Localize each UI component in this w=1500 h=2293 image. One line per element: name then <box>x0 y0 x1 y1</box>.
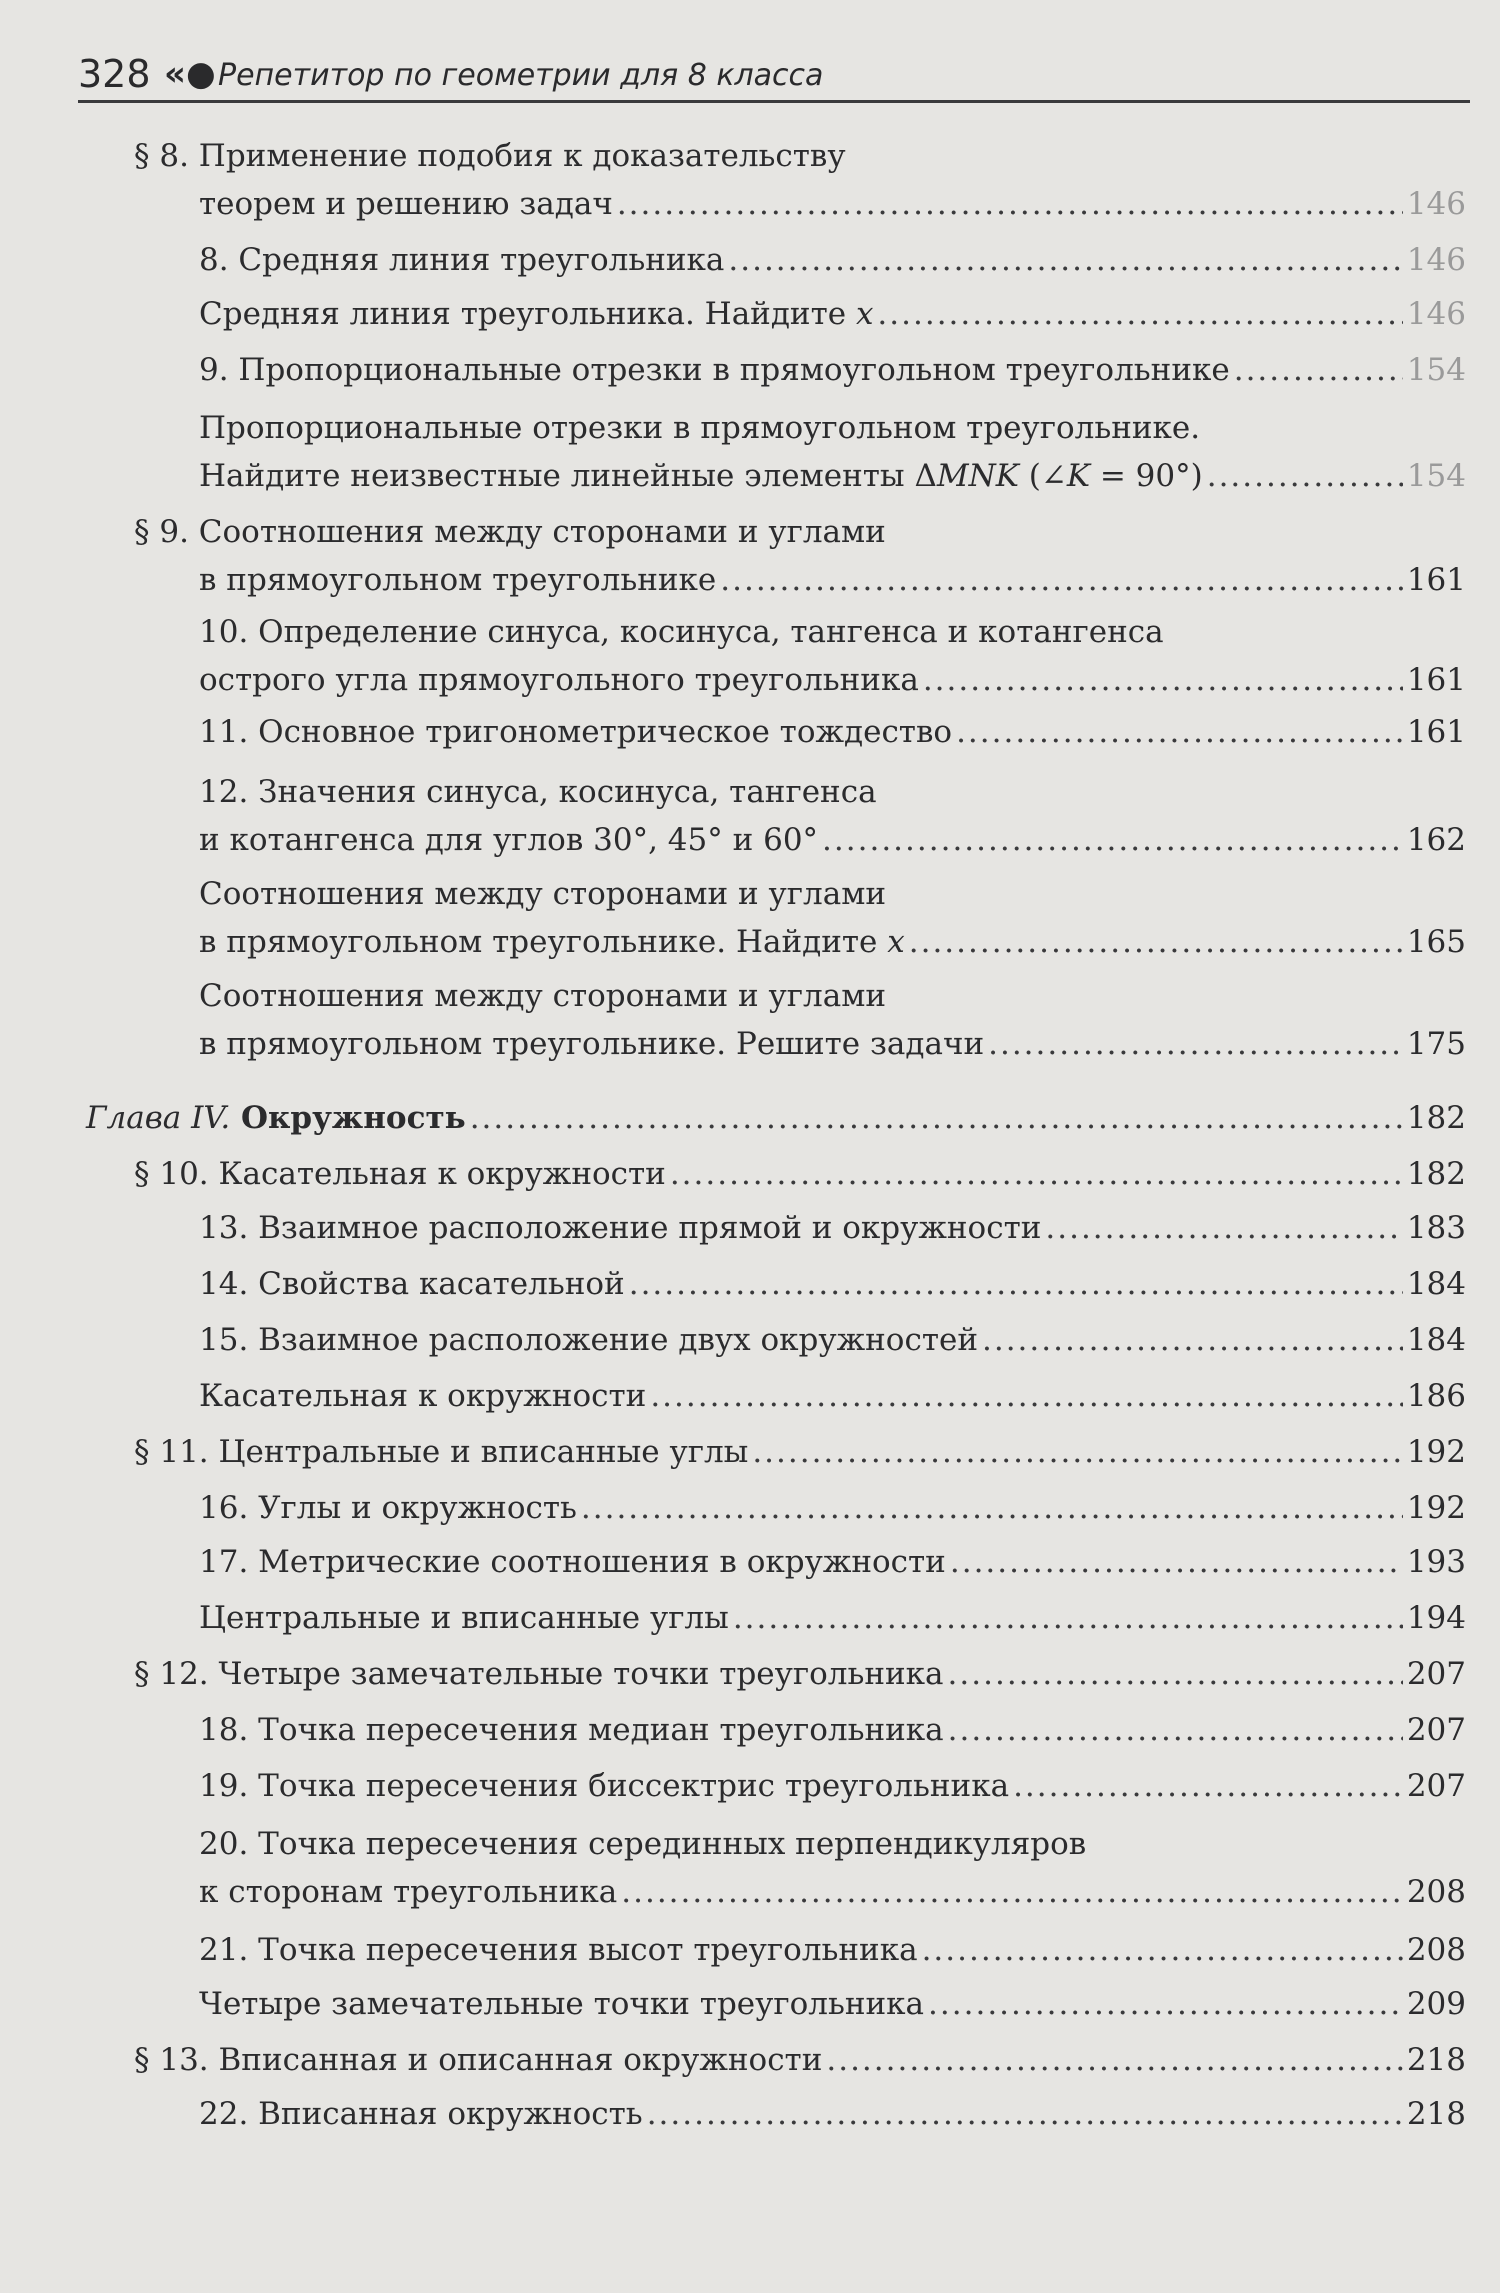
toc-entry-text: Четыре замечательные точки треугольника <box>199 1986 925 2022</box>
leader-dots <box>822 816 1403 864</box>
toc-entry-text: § 8. Применение подобия к доказательству <box>134 138 846 174</box>
leader-dots <box>720 556 1403 604</box>
toc-entry-22 <box>199 2090 1466 2138</box>
toc-page-number: 207 <box>1406 1656 1466 1692</box>
toc-entry-15-tasks <box>199 1372 1466 1420</box>
leader-dots <box>1045 1204 1402 1252</box>
toc-page-number: 175 <box>1406 1026 1466 1062</box>
toc-page-number: 186 <box>1406 1378 1466 1414</box>
leader-dots <box>670 1150 1403 1198</box>
toc-entry-text: 21. Точка пересечения высот треугольника <box>199 1932 918 1968</box>
toc-entry-19 <box>199 1762 1466 1810</box>
toc-entry-10 <box>199 608 1466 704</box>
toc-page-number: 209 <box>1406 1986 1466 2022</box>
leader-dots <box>928 1980 1403 2028</box>
leader-dots <box>621 1868 1403 1916</box>
toc-entry-text: 13. Взаимное расположение прямой и окружности <box>199 1210 1042 1246</box>
toc-entry-section-8 <box>134 132 1466 228</box>
toc-entry-text: 22. Вписанная окружность <box>199 2096 643 2132</box>
toc-entry-18 <box>199 1706 1466 1754</box>
toc-entry-section-12 <box>134 1650 1466 1698</box>
leader-dots <box>733 1594 1403 1642</box>
toc-entry-text: § 13. Вписанная и описанная окружности <box>134 2042 823 2078</box>
running-title: Репетитор по геометрии для 8 класса <box>218 58 824 93</box>
toc-entry-text: 11. Основное тригонометрическое тождество <box>199 714 953 750</box>
toc-entry-text: теорем и решению задач <box>199 186 613 222</box>
toc-entry-text: и котангенса для углов 30°, 45° и 60° <box>199 822 819 858</box>
toc-page-number: 218 <box>1406 2096 1466 2132</box>
toc-page-number: 194 <box>1406 1600 1466 1636</box>
toc-entry-13 <box>199 1204 1466 1252</box>
toc-entry-9 <box>199 346 1466 394</box>
toc-page-number: 154 <box>1406 352 1466 388</box>
toc-entry-text: § 9. Соотношения между сторонами и углами <box>134 514 886 550</box>
toc-entry-text: 16. Углы и окружность <box>199 1490 577 1526</box>
toc-page-number: 182 <box>1406 1100 1466 1136</box>
toc-page-number: 154 <box>1406 458 1466 494</box>
toc-entry-8 <box>199 236 1466 284</box>
toc-page-number: 161 <box>1406 562 1466 598</box>
leader-dots <box>982 1316 1403 1364</box>
toc-page-number: 182 <box>1406 1156 1466 1192</box>
toc-entry-8-tasks <box>199 290 1466 338</box>
toc-entry-text: 15. Взаимное расположение двух окружностей <box>199 1322 978 1358</box>
toc-page-number: 192 <box>1406 1434 1466 1470</box>
toc-entry-text: 17. Метрические соотношения в окружности <box>199 1544 946 1580</box>
toc-page-number: 207 <box>1406 1712 1466 1748</box>
toc-entry-section-11 <box>134 1428 1466 1476</box>
toc-page-number: 183 <box>1406 1210 1466 1246</box>
toc-entry-12 <box>199 768 1466 864</box>
toc-page-number: 146 <box>1406 242 1466 278</box>
leader-dots <box>948 1706 1403 1754</box>
toc-entry-17-tasks <box>199 1594 1466 1642</box>
toc-entry-text: § 12. Четыре замечательные точки треугольника <box>134 1656 944 1692</box>
leader-dots <box>728 236 1402 284</box>
toc-entry-text: § 11. Центральные и вписанные углы <box>134 1434 749 1470</box>
toc-page-number: 218 <box>1406 2042 1466 2078</box>
toc-entry-12-tasks-solve <box>199 972 1466 1068</box>
toc-entry-text: Пропорциональные отрезки в прямоугольном треугольнике. <box>199 410 1201 446</box>
toc-entry-text: § 10. Касательная к окружности <box>134 1156 666 1192</box>
toc-entry-12-tasks-find <box>199 870 1466 966</box>
toc-page-number: 146 <box>1406 296 1466 332</box>
toc-entry-chapter-4 <box>86 1094 1466 1142</box>
toc-entry-text: к сторонам треугольника <box>199 1874 618 1910</box>
toc-entry-text: Центральные и вписанные углы <box>199 1600 729 1636</box>
toc-page-number: 161 <box>1406 714 1466 750</box>
leader-dots <box>1013 1762 1403 1810</box>
leader-dots <box>826 2036 1402 2084</box>
toc-entry-14 <box>199 1260 1466 1308</box>
toc-entry-text: Касательная к окружности <box>199 1378 647 1414</box>
toc-entry-text: 14. Свойства касательной <box>199 1266 625 1302</box>
toc-entry-9-tasks <box>199 404 1466 500</box>
toc-page-number: 184 <box>1406 1322 1466 1358</box>
toc-page-number: 193 <box>1406 1544 1466 1580</box>
leader-dots <box>948 1650 1403 1698</box>
leader-dots <box>877 290 1402 338</box>
toc-entry-section-13 <box>134 2036 1466 2084</box>
leader-dots <box>650 1372 1403 1420</box>
toc-page-number: 208 <box>1406 1874 1466 1910</box>
toc-page-number: 162 <box>1406 822 1466 858</box>
header-ornament: «● <box>164 54 216 94</box>
toc-page-number: 208 <box>1406 1932 1466 1968</box>
toc-entry-text: в прямоугольном треугольнике. Решите задачи <box>199 1026 985 1062</box>
toc-entry-21 <box>199 1926 1466 1974</box>
toc-entry-text: острого угла прямоугольного треугольника <box>199 662 919 698</box>
leader-dots <box>752 1428 1403 1476</box>
toc-entry-15 <box>199 1316 1466 1364</box>
toc-entry-text: Найдите неизвестные линейные элементы ΔMNK (∠K = 90°) <box>199 458 1203 494</box>
leader-dots <box>988 1020 1403 1068</box>
leader-dots <box>470 1094 1403 1142</box>
toc-entry-section-10 <box>134 1150 1466 1198</box>
toc-entry-text: 18. Точка пересечения медиан треугольника <box>199 1712 944 1748</box>
toc-entry-text: в прямоугольном треугольнике <box>199 562 717 598</box>
leader-dots <box>617 180 1403 228</box>
leader-dots <box>956 708 1403 756</box>
toc-entry-text: Соотношения между сторонами и углами <box>199 978 886 1014</box>
toc-entry-21-tasks <box>199 1980 1466 2028</box>
toc-page-number: 192 <box>1406 1490 1466 1526</box>
toc-entry-text: в прямоугольном треугольнике. Найдите x <box>199 924 905 960</box>
leader-dots <box>950 1538 1403 1586</box>
leader-dots <box>1234 346 1403 394</box>
toc-entry-17 <box>199 1538 1466 1586</box>
toc-entry-20 <box>199 1820 1466 1916</box>
toc-entry-text: Средняя линия треугольника. Найдите x <box>199 296 874 332</box>
toc-page-number: 165 <box>1406 924 1466 960</box>
leader-dots <box>1207 452 1403 500</box>
toc-entry-text: 12. Значения синуса, косинуса, тангенса <box>199 774 877 810</box>
toc-entry-11 <box>199 708 1466 756</box>
toc-page-number: 146 <box>1406 186 1466 222</box>
toc-entry-text: Соотношения между сторонами и углами <box>199 876 886 912</box>
leader-dots <box>629 1260 1403 1308</box>
leader-dots <box>581 1484 1403 1532</box>
page-number: 328 <box>78 52 151 96</box>
toc-entry-text: Глава IV. Окружность <box>86 1100 466 1136</box>
leader-dots <box>923 656 1403 704</box>
toc-entry-section-9 <box>134 508 1466 604</box>
toc-entry-16 <box>199 1484 1466 1532</box>
toc-page-number: 184 <box>1406 1266 1466 1302</box>
toc-entry-text: 10. Определение синуса, косинуса, тангенса и котангенса <box>199 614 1164 650</box>
leader-dots <box>922 1926 1403 1974</box>
toc-page-number: 161 <box>1406 662 1466 698</box>
leader-dots <box>909 918 1403 966</box>
toc-entry-text: 9. Пропорциональные отрезки в прямоугольном треугольнике <box>199 352 1230 388</box>
toc-page-number: 207 <box>1406 1768 1466 1804</box>
toc-entry-text: 8. Средняя линия треугольника <box>199 242 725 278</box>
leader-dots <box>647 2090 1403 2138</box>
toc-entry-text: 19. Точка пересечения биссектрис треугольника <box>199 1768 1010 1804</box>
toc-entry-text: 20. Точка пересечения серединных перпендикуляров <box>199 1826 1087 1862</box>
